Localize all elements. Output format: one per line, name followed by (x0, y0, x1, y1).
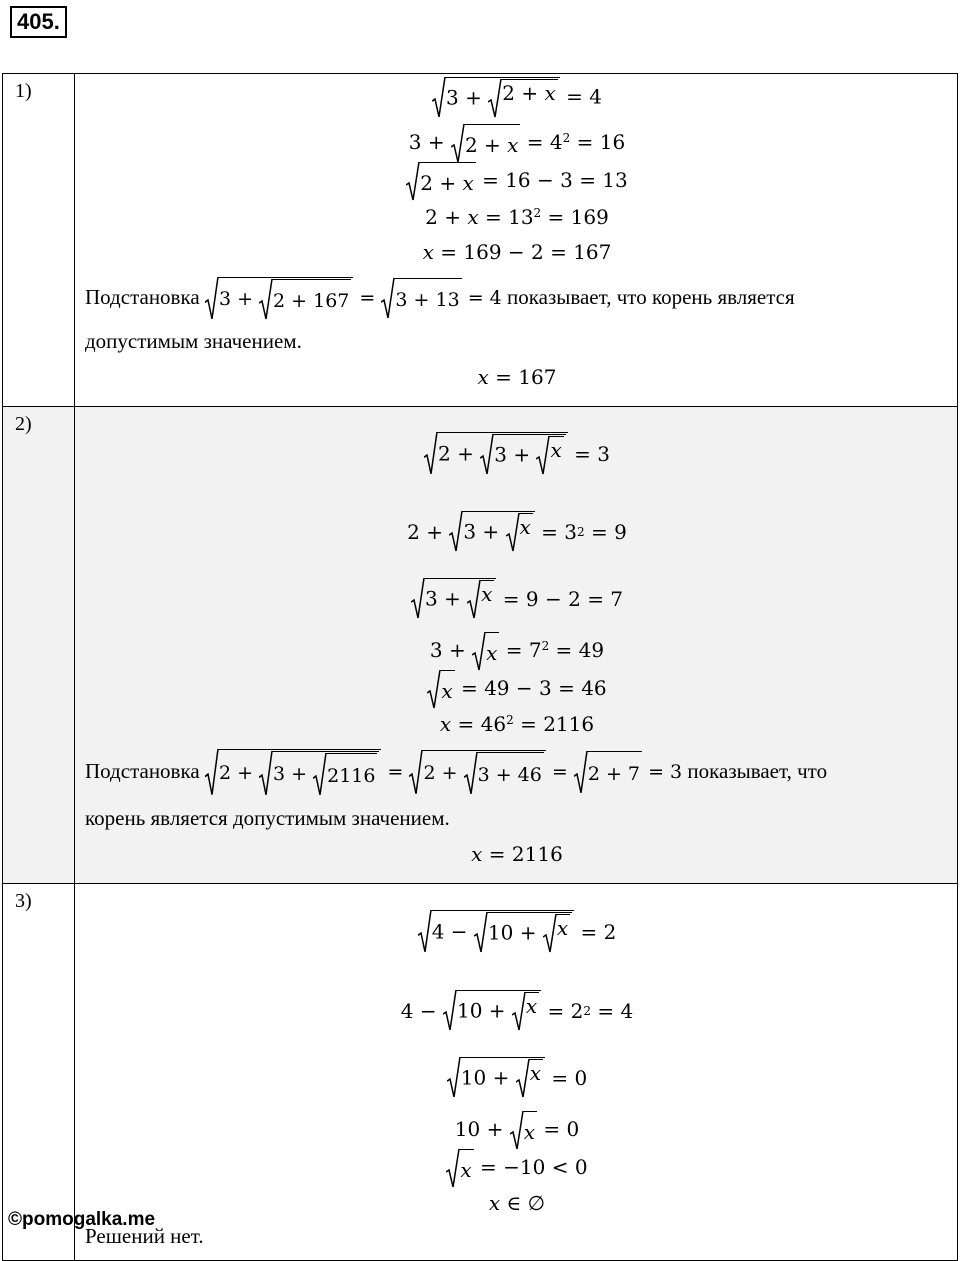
equation-step: x = 49 − 3 = 46 (85, 669, 949, 707)
final-answer: x = 2116 (471, 842, 563, 866)
equation-step: 3 + 2 + x = $4^2 = 16$ (85, 123, 949, 161)
solution-row-3 (3, 884, 958, 1261)
equation-step: 2 + 3 + x = 3 (85, 411, 949, 497)
equation-step: 3 + 2 + x = 4 (85, 77, 949, 123)
watermark: ©pomogalka.me (8, 1209, 156, 1230)
equation-step: 2 + x = 16 − 3 = 13 (85, 161, 949, 199)
equation-step: 10 + x = 0 (85, 1110, 949, 1148)
problem-number: 405. (10, 6, 67, 38)
row-label: 3) (3, 884, 75, 1261)
row-label: 1) (3, 74, 75, 407)
equation-step: x = −10 < 0 (85, 1148, 949, 1186)
row-content (75, 407, 958, 884)
substitution-check: Подстановка 2 + 3 + 2116 = 2 + 3 + 46 = 2 + 7 = 3 показывает, что корень является допустимым значением. (85, 749, 949, 839)
row-label: 2) (3, 407, 75, 884)
equation-step: 4 − 10 + x = 2 (85, 888, 949, 976)
final-answer: x = 167 (477, 365, 557, 389)
conclusion: Решений нет. (85, 1224, 204, 1248)
equation-step: 10 + x = 0 (85, 1046, 949, 1110)
solution-table (2, 73, 958, 1261)
row-content (75, 884, 958, 1261)
equation-step: x ∈ ∅ (488, 1191, 546, 1215)
equation-step: 3 + x = 9 − 2 = 7 (85, 567, 949, 631)
equation-step: 2 + 3 + x = 3 2 = 9 (85, 497, 949, 567)
equation-step: $2 + x = 13^2 = 169$ (425, 205, 609, 229)
equation-step: 3 + x = $7^2 = 49$ (85, 631, 949, 669)
equation-step: x = 169 − 2 = 167 (422, 240, 612, 264)
equation-step: $x = 46^2 = 2116$ (439, 712, 595, 736)
equation-step: 4 − 10 + x = 2 2 = 4 (85, 976, 949, 1046)
substitution-check: Подстановка 3 + 2 + 167 = 3 + 13 = 4 показывает, что корень является допустимым значением. (85, 277, 949, 361)
solution-row-2 (3, 407, 958, 884)
solution-row-1 (3, 74, 958, 407)
row-content (75, 74, 958, 407)
